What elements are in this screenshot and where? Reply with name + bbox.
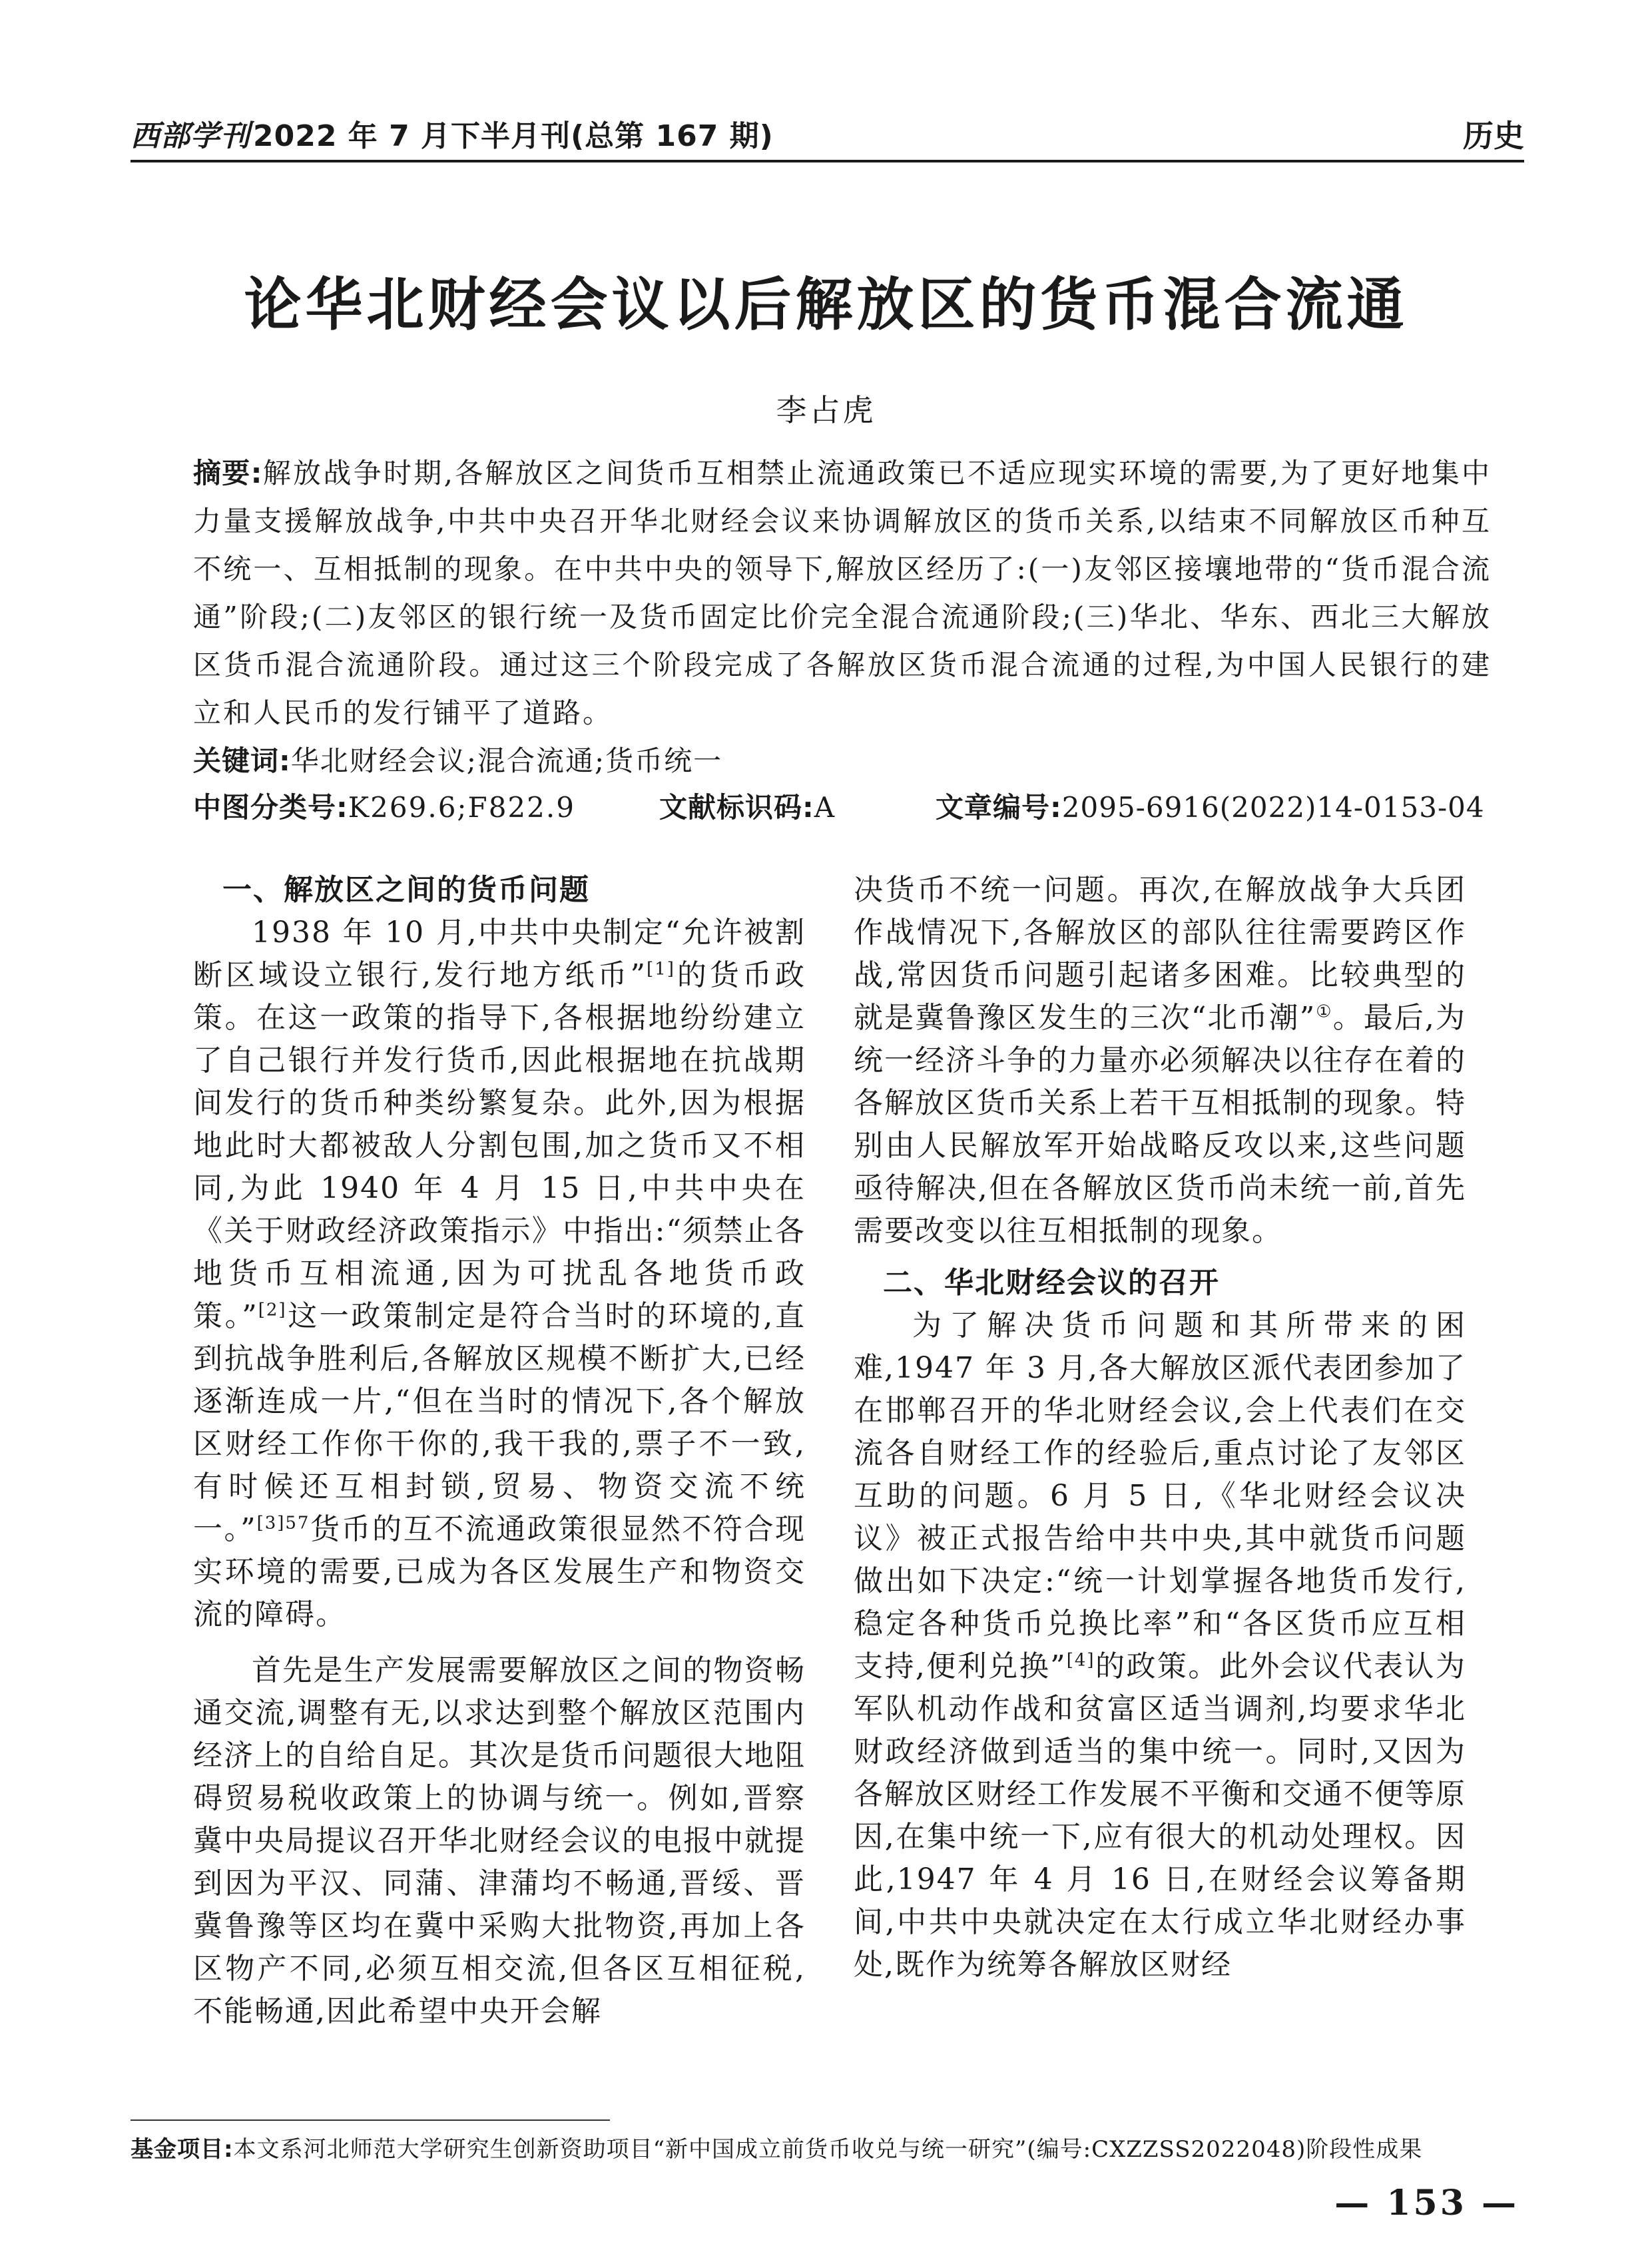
abstract <box>193 449 1492 737</box>
article-label: 文章编号: <box>936 791 1062 824</box>
section-heading-1: 一、解放区之间的货币问题 <box>222 873 590 907</box>
author-name: 李占虎 <box>776 392 876 428</box>
article-number <box>936 786 1485 826</box>
paragraph: 决货币不统一问题。再次,在解放战争大兵团作战情况下,各解放区的部队往往需要跨区作战,常因货币问题引起诸多困难。比较典型的就是冀鲁豫区发生的三次“北币潮”①。最后,为统一经济斗争的力量亦必须解决以往存在着的各解放区货币关系上若干互相抵制的现象。特别由人民解放军开始战略反攻以来,这些问题亟待解决,但在各解放区货币尚未统一前,首先需要改变以往互相抵制的现象。 <box>854 873 1466 1248</box>
clc-number <box>193 786 575 826</box>
running-header <box>131 112 774 154</box>
article-value: 2095-6916(2022)14-0153-04 <box>1061 791 1485 824</box>
citation: [2] <box>258 1300 287 1320</box>
right-column <box>854 869 1466 1986</box>
funding-text: 本文系河北师范大学研究生创新资助项目“新中国成立前货币收兑与统一研究”(编号:CXZZSS2022048)阶段性成果 <box>233 2136 1423 2163</box>
keywords-text: 华北财经会议;混合流通;货币统一 <box>290 744 723 777</box>
funding-note <box>131 2131 1422 2163</box>
doc-label: 文献标识码: <box>659 791 814 824</box>
abstract-text: 解放战争时期,各解放区之间货币互相禁止流通政策已不适应现实环境的需要,为了更好地集中力量支援解放战争,中共中央召开华北财经会议来协调解放区的货币关系,以结束不同解放区币种互不统一、互相抵制的现象。在中共中央的领导下,解放区经历了:(一)友邻区接壤地带的“货币混合流通”阶段;(二)友邻区的银行统一及货币固定比价完全混合流通阶段;(三)华北、华东、西北三大解放区货币混合流通阶段。通过这三个阶段完成了各解放区货币混合流通的过程,为中国人民银行的建立和人民币的发行铺平了道路。 <box>193 457 1492 729</box>
page-number: — 153 — <box>1334 2183 1519 2223</box>
clc-label: 中图分类号: <box>193 791 348 824</box>
article-title: 论华北财经会议以后解放区的货币混合流通 <box>244 272 1408 338</box>
doc-value: A <box>814 791 835 824</box>
paragraph: 为了解决货币问题和其所带来的困难,1947 年 3 月,各大解放区派代表团参加了在邯郸召开的华北财经会议,会上代表们在交流各自财经工作的经验后,重点讨论了友邻区互助的问题。6 月 5 日,《华北财经会议决议》被正式报告给中共中央,其中就货币问题做出如下决定:“统一计划掌握各地货币发行,稳定各种货币兑换比率”和“各区货币应互相支持,便利兑换”[4]的政策。此外会议代表认为军队机动作战和贫富区适当调剂,均要求华北财政经济做到适当的集中统一。同时,又因为各解放区财经工作发展不平衡和交通不便等原因,在集中统一下,应有很大的机动处理权。因此,1947 年 4 月 16 日,在财经会议筹备期间,中共中央就决定在太行成立华北财经办事处,既作为统筹各解放区财经 <box>854 1308 1467 1982</box>
citation: [1] <box>647 959 675 980</box>
keywords-label: 关键词: <box>193 744 291 777</box>
abstract-label: 摘要: <box>193 457 263 489</box>
citation: [3]57 <box>256 1513 310 1534</box>
section-label: 历史 <box>1463 118 1524 154</box>
funding-label: 基金项目: <box>131 2136 234 2163</box>
left-column <box>193 869 806 2033</box>
keywords <box>193 739 722 779</box>
journal-name: 西部学刊 <box>131 119 250 153</box>
section-heading-2: 二、华北财经会议的召开 <box>883 1266 1220 1300</box>
header-divider <box>131 160 1524 162</box>
footnote-divider <box>131 2119 610 2121</box>
document-code <box>659 786 834 826</box>
citation: [4] <box>1066 1650 1095 1671</box>
issue-info: 2022 年 7 月下半月刊(总第 167 期) <box>253 119 774 153</box>
paragraph: 首先是生产发展需要解放区之间的物资畅通交流,调整有无,以求达到整个解放区范围内经济上的自给自足。其次是货币问题很大地阻碍贸易税收政策上的协调与统一。例如,晋察冀中央局提议召开华北财经会议的电报中就提到因为平汉、同蒲、津蒲均不畅通,晋绥、晋冀鲁豫等区均在冀中采购大批物资,再加上各区物产不同,必须互相交流,但各区互相征税,不能畅通,因此希望中央开会解 <box>193 1653 806 2028</box>
footnote-marker: ① <box>1316 1001 1333 1022</box>
clc-value: K269.6;F822.9 <box>348 791 575 824</box>
paragraph: 1938 年 10 月,中共中央制定“允许被割断区域设立银行,发行地方纸币”[1]的货币政策。在这一政策的指导下,各根据地纷纷建立了自己银行并发行货币,因此根据地在抗战期间发行的货币种类纷繁复杂。此外,因为根据地此时大都被敌人分割包围,加之货币又不相同,为此 1940 年 4 月 15 日,中共中央在《关于财政经济政策指示》中指出:“须禁止各地货币互相流通,因为可扰乱各地货币政策。”[2]这一政策制定是符合当时的环境的,直到抗战争胜利后,各解放区规模不断扩大,已经逐渐连成一片,“但在当时的情况下,各个解放区财经工作你干你的,我干我的,票子不一致,有时候还互相封锁,贸易、物资交流不统一。”$^{[3]57}$货币的互不流通政策很显然不符合现实环境的需要,已成为各区发展生产和物资交流的障碍。 <box>193 916 806 1631</box>
